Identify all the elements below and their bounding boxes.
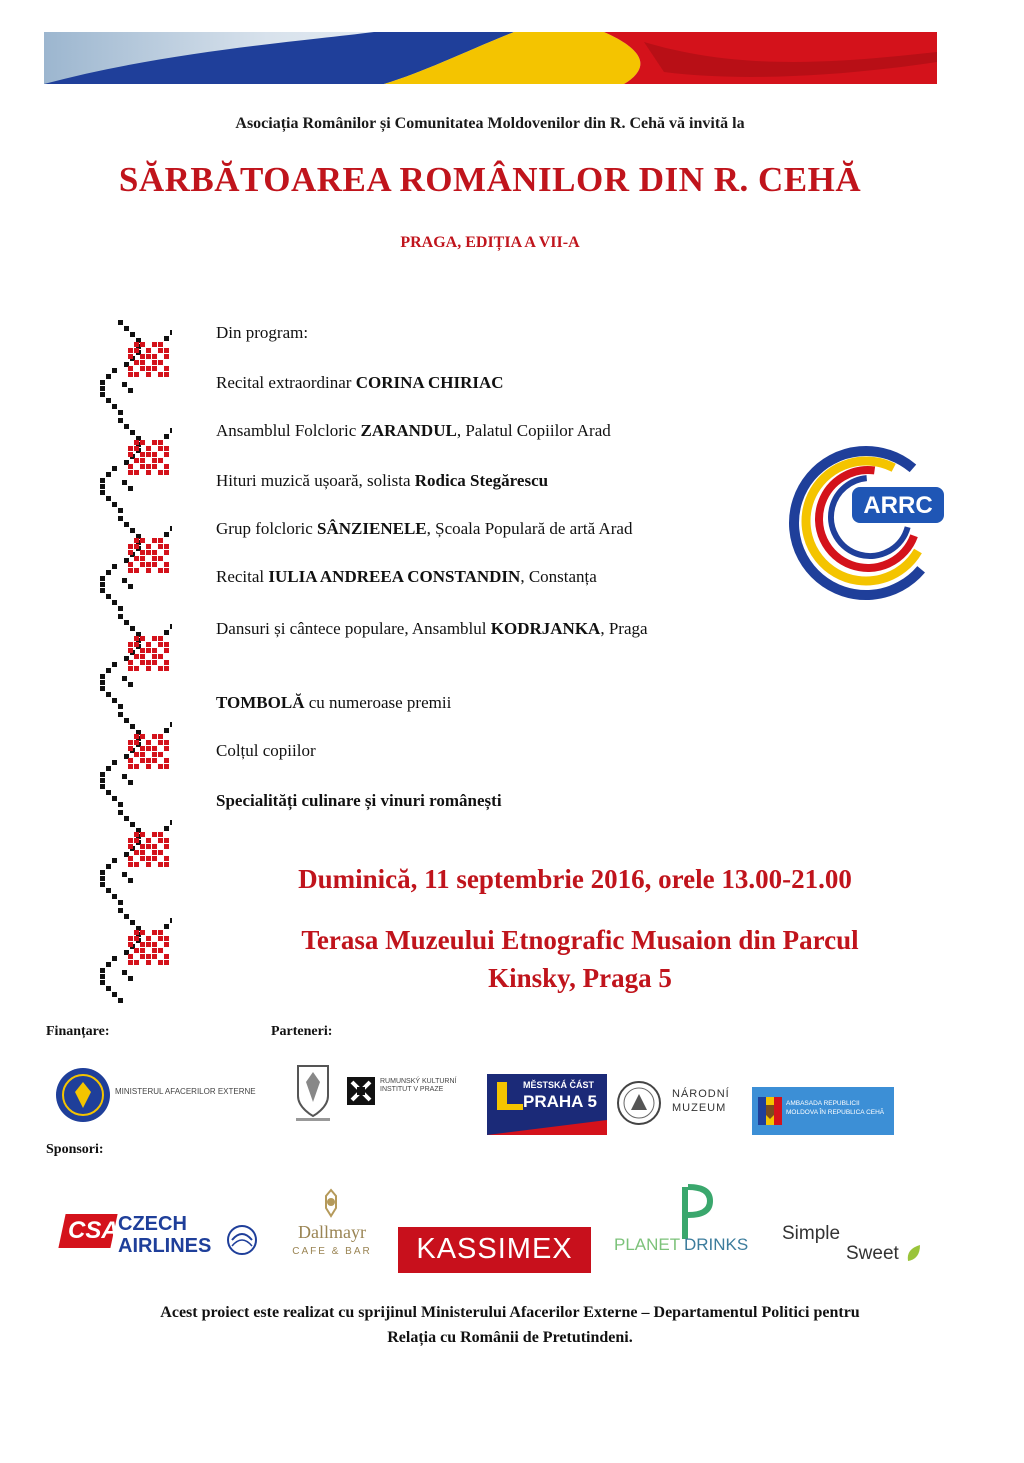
financing-label: Finanțare:: [46, 1024, 110, 1039]
csa-logo: [62, 1208, 262, 1264]
program-item: Dansuri și cântece populare, Ansamblul KODRJANKA, Praga: [216, 619, 648, 638]
ministry-seal-icon: [55, 1064, 111, 1126]
program-item: Grup folcloric SÂNZIENELE, Școala Populară de artă Arad: [216, 519, 633, 538]
csa-line2: AIRLINES: [118, 1235, 212, 1257]
kassimex-logo: [398, 1227, 591, 1273]
planet-drinks-icon: [676, 1183, 716, 1243]
partners-label: Parteneri:: [271, 1024, 333, 1039]
moldova-coat-icon: [758, 1097, 782, 1125]
program-item: Specialități culinare și vinuri românești: [216, 791, 502, 810]
venue-line-1: Terasa Muzeului Etnografic Musaion din Parcul: [301, 925, 859, 955]
kassimex-text: KASSIMEX: [416, 1233, 573, 1265]
ministry-logo-text: MINISTERUL AFACERILOR EXTERNE: [115, 1087, 256, 1096]
ministry-logo: [55, 1064, 275, 1126]
simple-line1: Simple: [782, 1223, 841, 1244]
rci-logo-text: RUMUNSKÝ KULTURNÍ INSTITUT V PRAZE: [380, 1078, 457, 1093]
skyteam-icon: [224, 1218, 260, 1258]
museum-line1: NÁRODNÍ: [672, 1088, 730, 1100]
edition-subtitle: PRAGA, EDIȚIA A VII-A: [400, 234, 580, 251]
arrc-logo: [786, 443, 951, 603]
arrc-logo-text: ARRC: [863, 492, 933, 519]
flag-banner: [44, 32, 937, 84]
invitation-intro: Asociația Românilor și Comunitatea Moldovenilor din R. Cehă vă invită la: [235, 115, 745, 132]
program-item: Colțul copiilor: [216, 741, 316, 760]
csa-line1: CZECH: [118, 1213, 187, 1235]
ambasada-logo-text: AMBASADA REPUBLICII MOLDOVA ÎN REPUBLICA CEHĂ: [786, 1100, 885, 1116]
museum-seal-icon: [616, 1080, 662, 1126]
dallmayr-line1: Dallmayr: [298, 1222, 366, 1242]
narodni-muzeum-logo: [616, 1074, 740, 1134]
coat-of-arms-icon: [288, 1058, 338, 1128]
leaf-icon: [904, 1243, 924, 1265]
planet-line1: PLANET: [614, 1235, 681, 1254]
program-item: TOMBOLĂ cu numeroase premii: [216, 693, 452, 712]
program-heading: Din program:: [216, 323, 309, 342]
page-title: SĂRBĂTOAREA ROMÂNILOR DIN R. CEHĂ: [118, 160, 862, 199]
simple-line2: Sweet: [846, 1243, 899, 1264]
csa-abbr: CSA: [68, 1217, 119, 1244]
footer-line-1: Acest proiect este realizat cu sprijinul Ministerului Afacerilor Externe – Departamentul Politici pentru: [160, 1304, 860, 1321]
coat-of-arms-logo: [288, 1058, 338, 1128]
program-item: Recital IULIA ANDREEA CONSTANDIN, Constanța: [216, 567, 597, 586]
event-venue: [200, 921, 960, 997]
venue-line-2: Kinsky, Praga 5: [488, 963, 672, 993]
dallmayr-logo: [286, 1188, 378, 1264]
ambasada-logo: [752, 1087, 894, 1135]
dallmayr-crest-icon: [316, 1188, 346, 1218]
praha5-line1: MĚSTSKÁ ČÁST: [523, 1080, 595, 1090]
event-date: Duminică, 11 septembrie 2016, orele 13.00-21.00: [298, 864, 852, 894]
simple-sweet-logo: [782, 1221, 928, 1273]
program-item: Recital extraordinar CORINA CHIRIAC: [216, 373, 504, 392]
dallmayr-line2: CAFE & BAR: [292, 1246, 372, 1257]
footer-note: [30, 1300, 990, 1350]
praha5-line2: PRAHA 5: [523, 1092, 597, 1111]
rci-logo: [346, 1074, 476, 1110]
program-item: Hituri muzică ușoară, solista Rodica Stegărescu: [216, 471, 549, 490]
planet-drinks-logo: [612, 1183, 762, 1269]
program-item: Ansamblul Folcloric ZARANDUL, Palatul Copiilor Arad: [216, 421, 611, 440]
planet-line2: DRINKS: [684, 1235, 749, 1254]
sponsors-label: Sponsori:: [46, 1142, 104, 1157]
embroidery-motif: [92, 320, 172, 1005]
praha5-logo: [487, 1074, 607, 1135]
rci-icon: [346, 1076, 376, 1106]
footer-line-2: Relația cu Românii de Pretutindeni.: [387, 1329, 633, 1346]
museum-line2: MUZEUM: [672, 1102, 727, 1114]
